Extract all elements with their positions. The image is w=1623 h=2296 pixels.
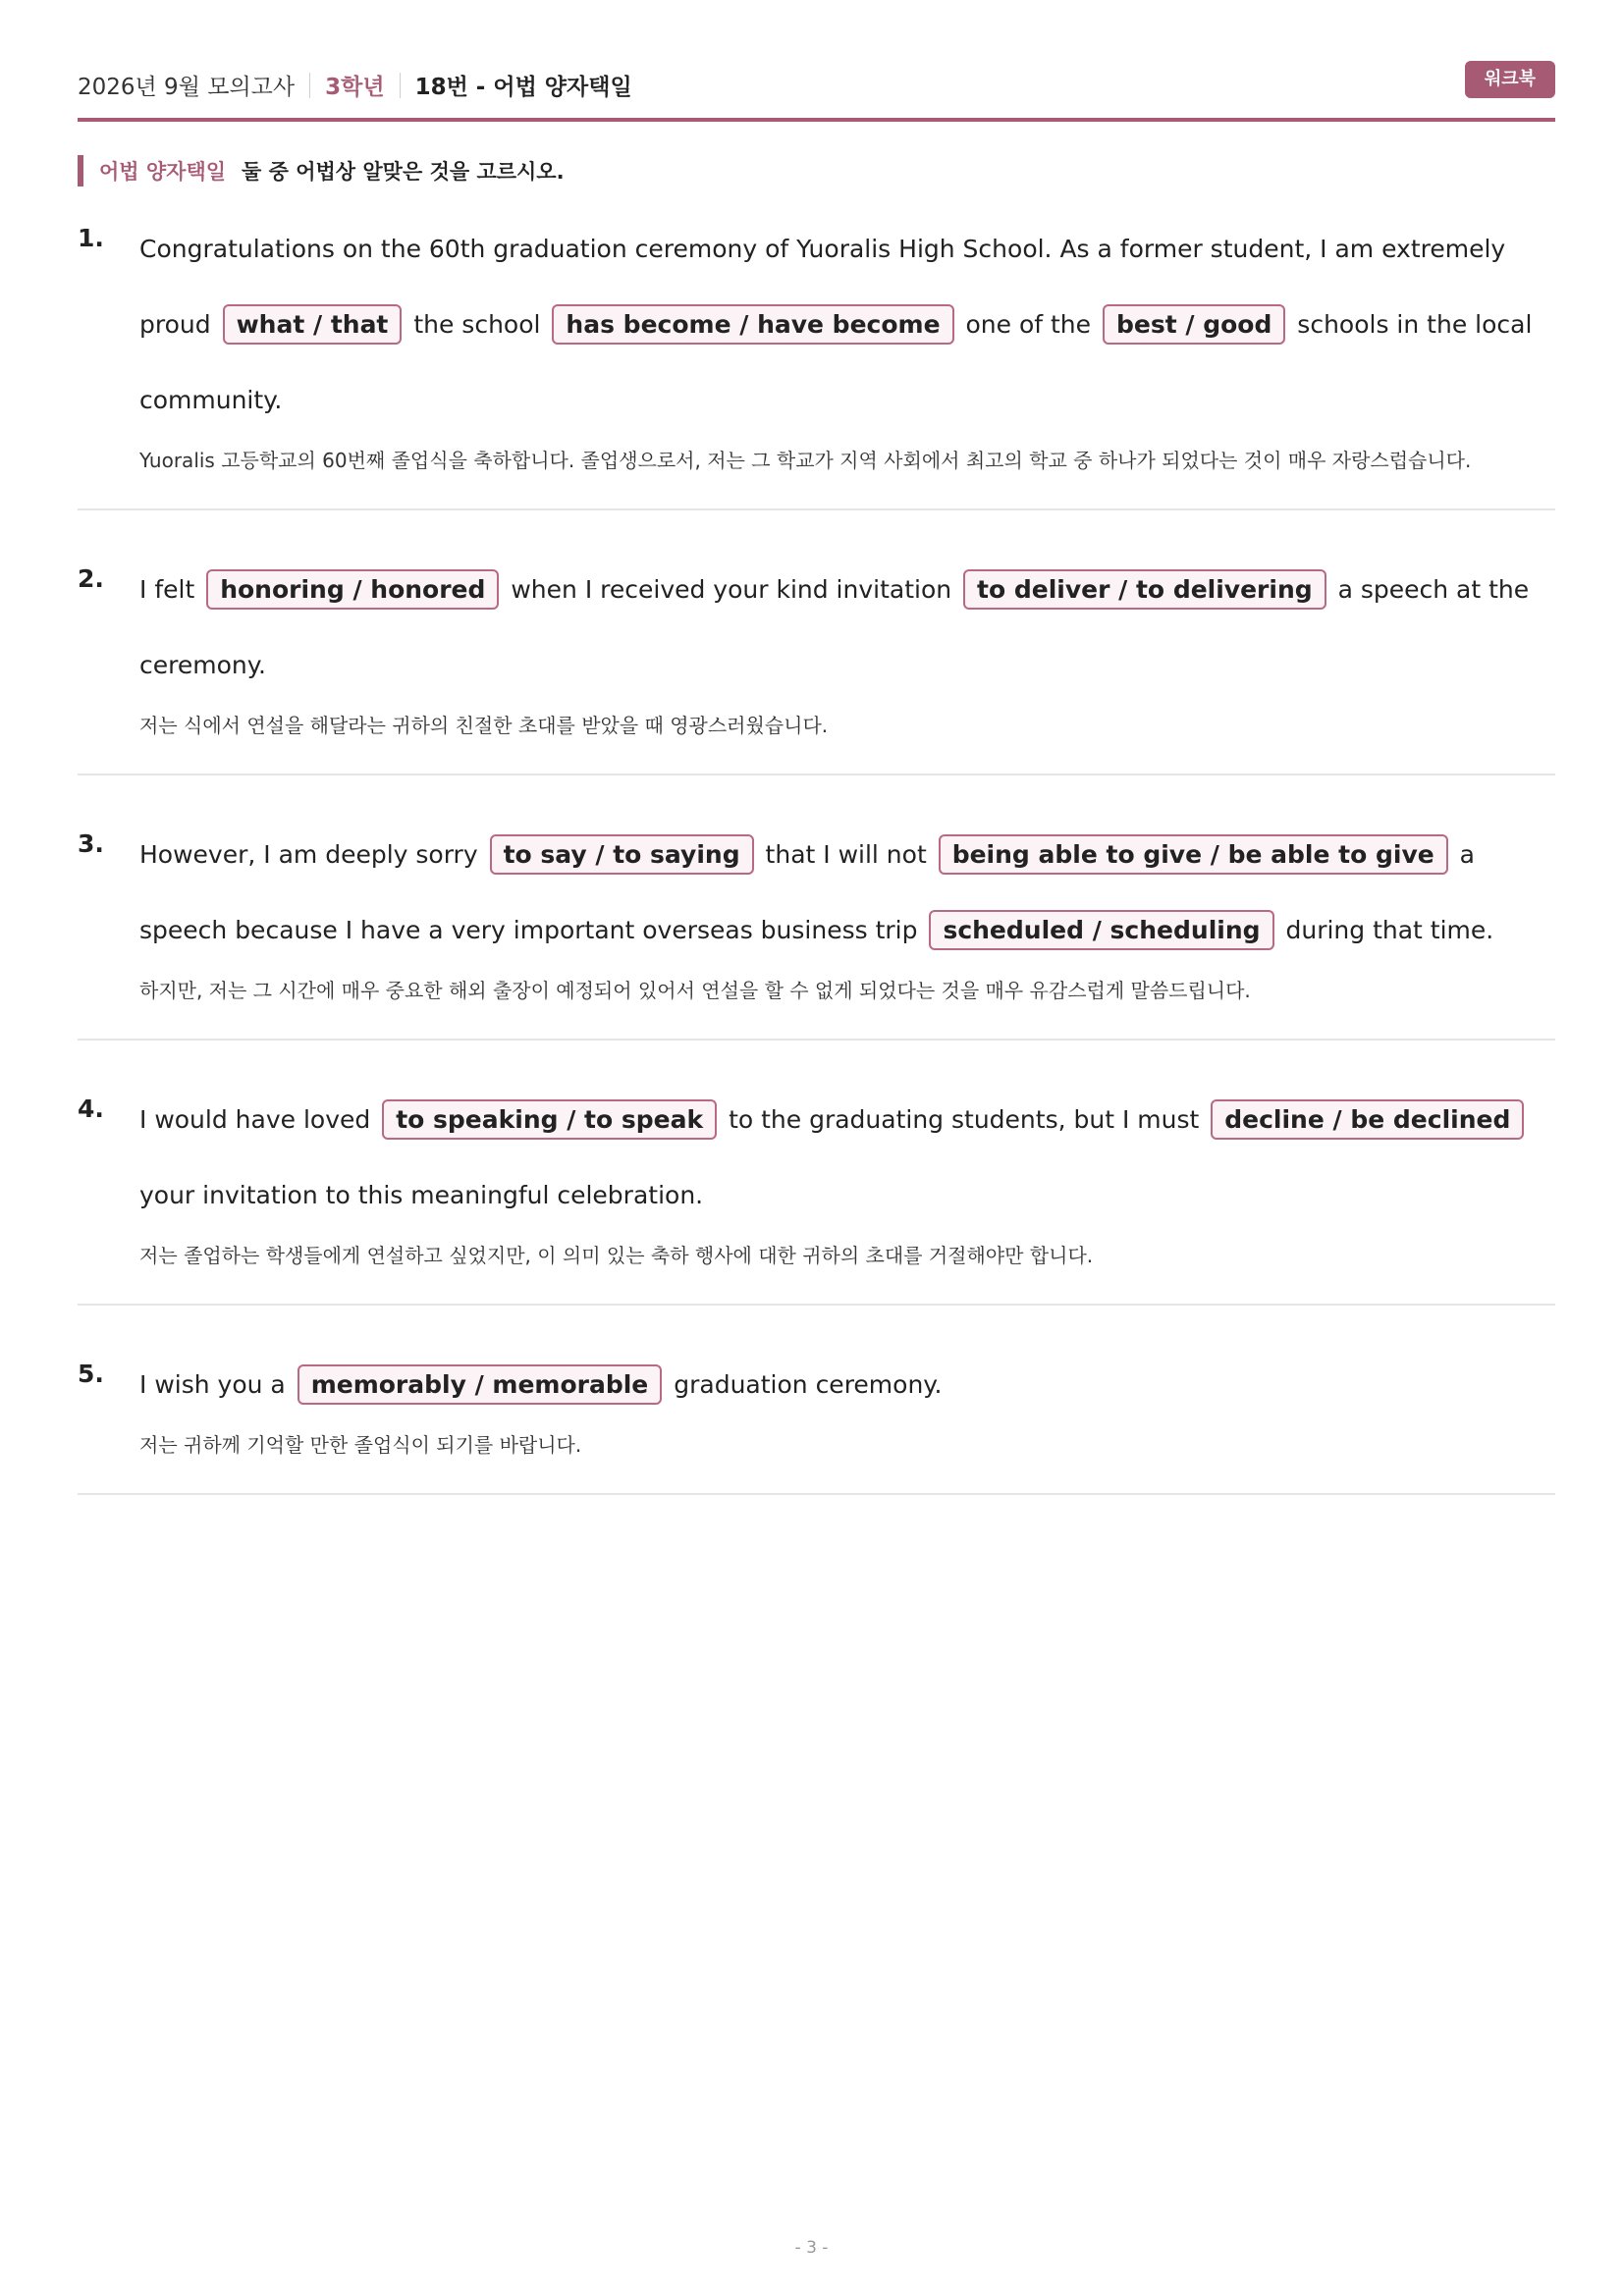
sentence-text: when I received your kind invitation [503,575,960,604]
divider [400,73,401,98]
question-sentence [139,211,1555,438]
sentence-text: your invitation to this meaningful celebration. [139,1181,704,1209]
question-item [78,211,1555,510]
question-number: 5. [78,1360,104,1388]
instruction-text: 둘 중 어법상 알맞은 것을 고르시오. [242,160,565,184]
sentence-text: However, I am deeply sorry [139,840,486,869]
question-number: 4. [78,1095,104,1123]
question-number: 3. [78,829,104,858]
divider [309,73,310,98]
question-item [78,1347,1555,1495]
question-sentence [139,1347,1555,1422]
sentence-text: I felt [139,575,203,604]
korean-translation: 저는 졸업하는 학생들에게 연설하고 싶었지만, 이 의미 있는 축하 행사에 대한 귀하의 초대를 거절해야만 합니다. [139,1244,1094,1267]
korean-translation: 저는 귀하께 기억할 만한 졸업식이 되기를 바랍니다. [139,1433,582,1457]
question-number: 2. [78,564,104,593]
sentence-text: during that time. [1277,916,1494,944]
sentence-text: schools in the local community. [139,310,1533,414]
grammar-choice-box[interactable]: has become / have become [552,304,953,345]
question-sentence [139,817,1555,968]
question-sentence [139,552,1555,703]
question-sentence [139,1082,1555,1233]
instruction-label: 어법 양자택일 [99,160,227,184]
sentence-text: Congratulations on the 60th graduation ceremony of Yuoralis High School. As a former student, I am extremely proud [139,235,1506,339]
sentence-text: I would have loved [139,1105,379,1134]
sentence-text: graduation ceremony. [666,1370,943,1399]
question-item [78,1082,1555,1306]
sentence-text: to the graduating students, but I must [721,1105,1208,1134]
grade-label: 3학년 [325,75,385,100]
exam-name: 2026년 9월 모의고사 [78,75,296,100]
workbook-badge: 워크북 [1465,61,1555,98]
question-number: 1. [78,224,104,252]
grammar-choice-box[interactable]: memorably / memorable [298,1364,663,1405]
breadcrumb [78,69,632,101]
sentence-text: a speech because I have a very important overseas business trip [139,840,1475,944]
instruction [78,155,565,187]
grammar-choice-box[interactable]: to say / to saying [490,834,754,875]
sentence-text: one of the [957,310,1099,339]
grammar-choice-box[interactable]: to speaking / to speak [382,1099,717,1140]
grammar-choice-box[interactable]: honoring / honored [206,569,499,610]
question-item [78,817,1555,1041]
grammar-choice-box[interactable]: being able to give / be able to give [939,834,1448,875]
grammar-choice-box[interactable]: to deliver / to delivering [963,569,1326,610]
question-list [78,211,1555,1536]
grammar-choice-box[interactable]: scheduled / scheduling [929,910,1273,950]
grammar-choice-box[interactable]: best / good [1103,304,1285,345]
page-title: 18번 - 어법 양자택일 [414,75,632,100]
korean-translation: 저는 식에서 연설을 해달라는 귀하의 친절한 초대를 받았을 때 영광스러웠습니다. [139,714,829,737]
accent-bar [78,155,83,187]
sentence-text: a speech at the ceremony. [139,575,1530,679]
korean-translation: Yuoralis 고등학교의 60번째 졸업식을 축하합니다. 졸업생으로서, 저는 그 학교가 지역 사회에서 최고의 학교 중 하나가 되었다는 것이 매우 자랑스럽습니다. [139,449,1472,472]
grammar-choice-box[interactable]: what / that [223,304,403,345]
sentence-text: I wish you a [139,1370,294,1399]
sentence-text: the school [406,310,549,339]
question-item [78,552,1555,775]
page-number: - 3 - [794,2238,829,2258]
sentence-text: that I will not [757,840,935,869]
grammar-choice-box[interactable]: decline / be declined [1211,1099,1524,1140]
page-header [78,61,1555,122]
korean-translation: 하지만, 저는 그 시간에 매우 중요한 해외 출장이 예정되어 있어서 연설을 할 수 없게 되었다는 것을 매우 유감스럽게 말씀드립니다. [139,979,1251,1002]
